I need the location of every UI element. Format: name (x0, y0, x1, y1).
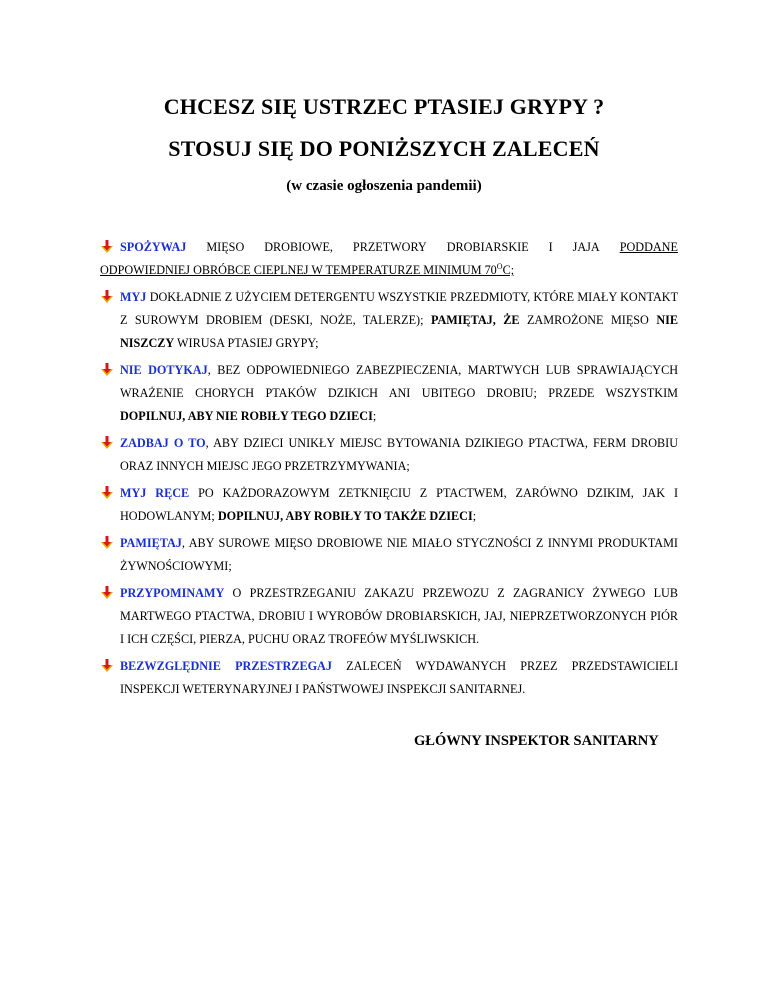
item-text: , ABY DZIECI UNIKŁY MIEJSC BYTOWANIA DZIKIEGO PTACTWA, FERM DROBIU ORAZ INNYCH MIEJSC JEGO PRZETRZYMYWANIA; (120, 436, 678, 473)
item-lead: BEZWZGLĘDNIE PRZESTRZEGAJ (120, 659, 332, 673)
item-bold: NIE NISZCZY (120, 313, 678, 350)
down-arrow-bullet-icon (100, 363, 114, 377)
list-item (100, 655, 678, 701)
list-item (100, 582, 678, 651)
item-word: DROBIARSKIE (446, 240, 529, 254)
item-text: WIRUSA PTASIEJ GRYPY; (177, 336, 319, 350)
item-lead: MYJ RĘCE (120, 486, 190, 500)
item-text: ZALECEŃ WYDAWANYCH PRZEZ PRZEDSTAWICIELI INSPEKCJI WETERYNARYJNEJ I PAŃSTWOWEJ INSPEKCJI SANITARNEJ. (120, 659, 679, 696)
item-text: ; (372, 409, 377, 423)
item-text: DOKŁADNIE Z UŻYCIEM DETERGENTU WSZYSTKIE PRZEDMIOTY, KTÓRE MIAŁY KONTAKT Z SUROWYM DROBIEM (DESKI, NOŻE, TALERZE); (120, 290, 679, 327)
list-item (100, 286, 678, 355)
page-subtitle-note: (w czasie ogłoszenia pandemii) (286, 178, 482, 194)
item-lead: SPOŻYWAJ (120, 240, 187, 254)
down-arrow-bullet-icon (100, 586, 114, 600)
item-word: JAJA (572, 240, 600, 254)
item-bold: DOPILNUJ, ABY ROBIŁY TO TAKŻE DZIECI (217, 509, 473, 523)
item-lead: PRZYPOMINAMY (120, 586, 225, 600)
item-text: , BEZ ODPOWIEDNIEGO ZABEZPIECZENIA, MARTWYCH LUB SPRAWIAJĄCYCH WRAŻENIE CHORYCH PTAKÓW DZIKICH ANI UBITEGO DROBIU; PRZEDE WSZYSTKIM (120, 363, 678, 400)
list-item (100, 236, 678, 282)
item-text: O PRZESTRZEGANIU ZAKAZU PRZEWOZU Z ZAGRANICY ŻYWEGO LUB MARTWEGO PTACTWA, DROBIU I WYROBÓW DROBIARSKICH, JAJ, NIEPRZETWORZONYCH PIÓR I ICH CZĘŚCI, PIERZA, PUCHU ORAZ TROFEÓW MYŚLIWSKICH. (120, 586, 678, 646)
item-lead: PAMIĘTAJ (120, 536, 182, 550)
item-text: ; (472, 509, 477, 523)
down-arrow-bullet-icon (100, 436, 114, 450)
list-item (100, 482, 678, 528)
down-arrow-bullet-icon (100, 290, 114, 304)
item-word: PRZETWORY (352, 240, 427, 254)
item-word: DROBIOWE, (264, 240, 333, 254)
item-word: MIĘSO (206, 240, 245, 254)
item-line (100, 259, 678, 282)
list-item (100, 532, 678, 578)
degree-superscript: O (496, 261, 503, 271)
item-bold: DOPILNUJ, ABY NIE ROBIŁY TEGO DZIECI (120, 409, 373, 423)
item-word: I (548, 240, 553, 254)
item-text: PO KAŻDORAZOWYM ZETKNIĘCIU Z PTACTWEM, ZARÓWNO DZIKIM, JAK I HODOWLANYM; (120, 486, 679, 523)
list-item (100, 432, 678, 478)
item-bold: PAMIĘTAJ, ŻE (430, 313, 520, 327)
item-text: , ABY SUROWE MIĘSO DROBIOWE NIE MIAŁO STYCZNOŚCI Z INNYMI PRODUKTAMI ŻYWNOŚCIOWYMI; (120, 536, 678, 573)
item-text: ODPOWIEDNIEJ OBRÓBCE CIEPLNEJ W TEMPERATURZE MINIMUM 70 (100, 263, 497, 277)
item-lead: ZADBAJ O TO (120, 436, 206, 450)
item-line (120, 236, 678, 259)
down-arrow-bullet-icon (100, 240, 114, 254)
item-word: PODDANE (619, 240, 678, 254)
recommendations-list (100, 236, 678, 701)
down-arrow-bullet-icon (100, 536, 114, 550)
item-lead: MYJ (120, 290, 147, 304)
list-item (100, 359, 678, 428)
page-subtitle-main: STOSUJ SIĘ DO PONIŻSZYCH ZALECEŃ (168, 136, 600, 161)
down-arrow-bullet-icon (100, 659, 114, 673)
item-text: C; (502, 263, 515, 277)
item-lead: NIE DOTYKAJ (120, 363, 208, 377)
signature: GŁÓWNY INSPEKTOR SANITARNY (414, 733, 659, 749)
down-arrow-bullet-icon (100, 486, 114, 500)
page-title: CHCESZ SIĘ USTRZEC PTASIEJ GRYPY ? (163, 94, 605, 119)
item-text: ZAMROŻONE MIĘSO (526, 313, 649, 327)
